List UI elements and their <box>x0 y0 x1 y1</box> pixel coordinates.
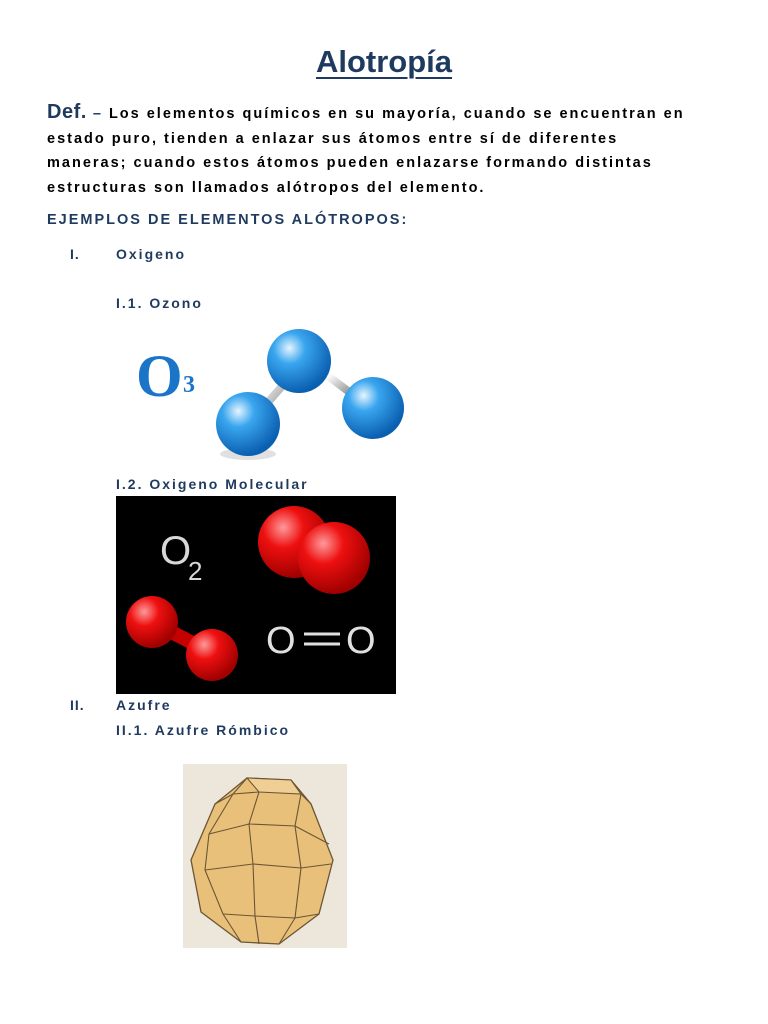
o2-structural-o-right: O <box>346 620 376 662</box>
o2-structural-o-left: O <box>266 620 296 662</box>
o2-spacefill-atom-2 <box>298 522 370 594</box>
definition-line-1: Los elementos químicos en su mayoría, cuando se encuentran en <box>108 106 685 122</box>
definition-line-2: estado puro, tienden a enlazar sus átomos entre sí de diferentes <box>47 130 619 147</box>
ozone-molecule-figure <box>130 328 420 463</box>
o2-ballstick-atom-1 <box>126 596 178 648</box>
ozone-formula-subscript: 3 <box>183 372 195 398</box>
rhombic-sulfur-crystal-figure <box>183 764 347 948</box>
definition-paragraph <box>47 100 727 200</box>
subsection-oxigeno-molecular: I.2. Oxigeno Molecular <box>116 476 309 492</box>
definition-label: Def. <box>47 101 87 123</box>
definition-line-4: estructuras son llamados alótropos del elemento. <box>47 179 486 196</box>
subsection-azufre-rombico: II.1. Azufre Rómbico <box>116 722 291 738</box>
section-numeral-2: II. <box>70 697 85 713</box>
definition-line-3: maneras; cuando estos átomos pueden enlazarse formando distintas <box>47 155 653 171</box>
o2-formula-subscript: 2 <box>188 556 203 586</box>
subsection-ozono: I.1. Ozono <box>116 295 203 311</box>
oxygen-molecule-figure <box>116 496 396 694</box>
section-numeral-1: I. <box>70 246 80 262</box>
definition-dash: – <box>92 106 103 122</box>
ozone-atom-top <box>267 329 331 393</box>
section-name-oxigeno: Oxigeno <box>116 246 187 262</box>
ozone-atom-left <box>216 392 280 456</box>
o2-formula-o: O <box>160 529 192 573</box>
o2-ballstick-atom-2 <box>186 629 238 681</box>
ozone-atom-right <box>342 377 404 439</box>
examples-heading: EJEMPLOS DE ELEMENTOS ALÓTROPOS: <box>47 212 409 228</box>
section-name-azufre: Azufre <box>116 697 172 713</box>
document-title: Alotropía <box>315 44 453 79</box>
ozone-formula-o: O <box>136 343 183 409</box>
